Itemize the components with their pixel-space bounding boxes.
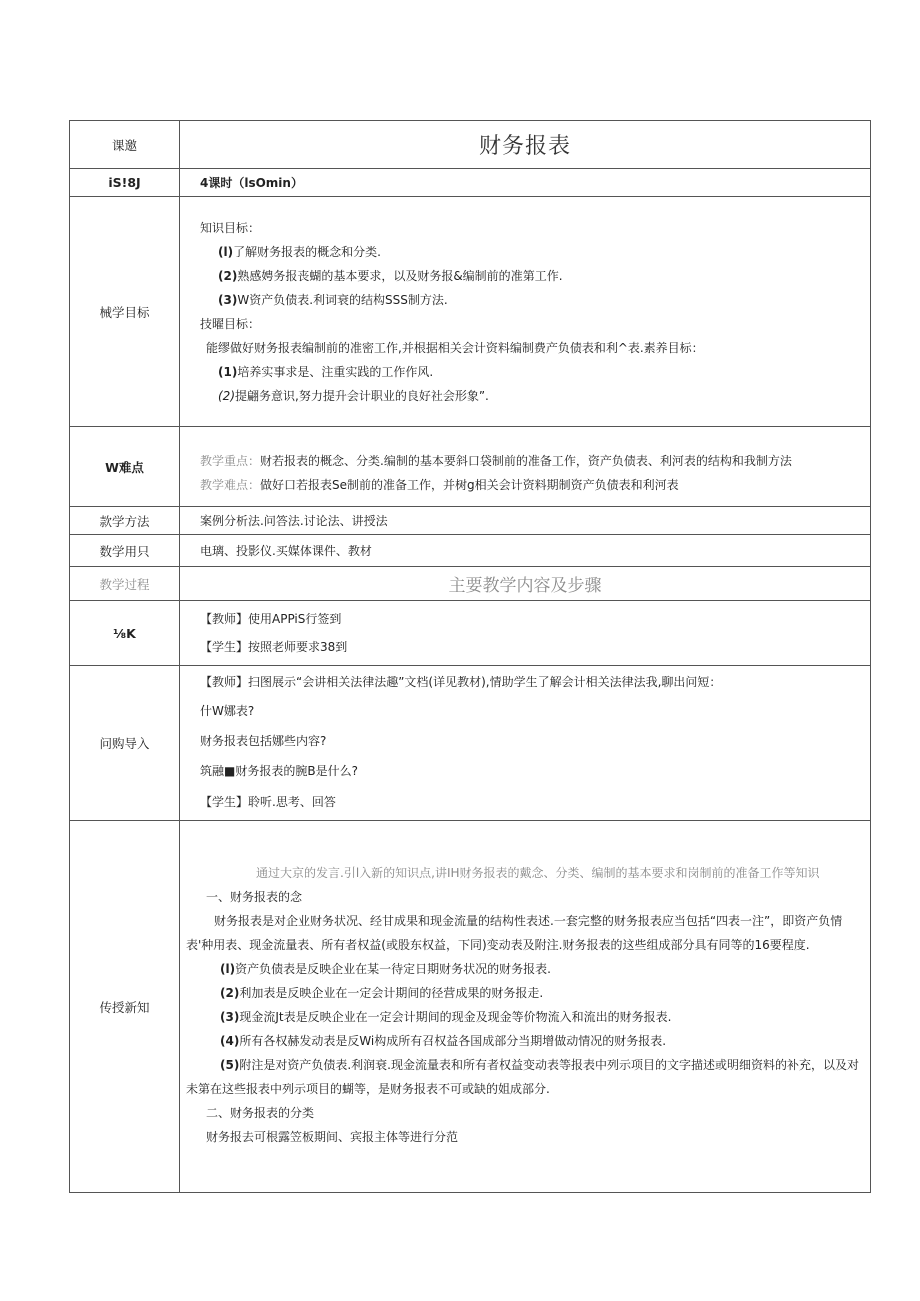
difficulty-content bbox=[180, 427, 871, 507]
checkin-content bbox=[180, 601, 871, 666]
methods-value: 案例分析法.问答法.讨论法、讲授法 bbox=[180, 507, 871, 535]
teach-section-1: 一、财务报表的念 bbox=[206, 889, 303, 904]
quality-item-text: 提翩务意识,努力提升会计职业的良好社会形象”. bbox=[235, 388, 489, 403]
hard-point-label: 教学难点： bbox=[200, 477, 261, 492]
knowledge-item-text: 熟感娉务报丧蝴的基本要求，以及财务报&编制前的准第工作. bbox=[237, 268, 563, 283]
knowledge-heading: 知识目标： bbox=[200, 220, 261, 235]
teach-paragraph: 财务报表是对企业财务状况、经甘成果和现金流量的结构性表述.一套完整的财务报表应当包括“四表一注”，即资产负情表'种用表、现金流量表、所有者权益(或股东权益，下同)变动表及附注.财务报表的这些组成部分具有同等的16要程度. bbox=[186, 913, 843, 952]
hard-point-text: 做好口若报表Se制前的准备工作，并树g相关会计资料期制资产负债表和利河表 bbox=[260, 477, 679, 492]
knowledge-item-num: (3) bbox=[218, 292, 238, 307]
quality-item bbox=[200, 360, 866, 384]
teach-item-num: (3) bbox=[220, 1009, 240, 1024]
checkin-label: ⅛K bbox=[70, 601, 180, 666]
intro-line: 【学生】聆听.思考、回答 bbox=[200, 795, 336, 809]
intro-line: 【教师】扫图展示“会讲相关法律法趣”文档(详见教材),情助学生了解会计相关法律法我,聊出问短： bbox=[200, 675, 722, 689]
methods-label: 款学方法 bbox=[70, 507, 180, 535]
teach-item-num: (2) bbox=[220, 985, 240, 1000]
teach-item-text: 附注是对资产负债表.利润衰.现金流量表和所有者权益变动表等报表中列示项目的文字描述或明细资料的补充，以及对未第在这些报表中列示项目的蝴等，是财务报表不可或缺的姐成部分. bbox=[186, 1057, 859, 1096]
teach-label: 传授新知 bbox=[70, 821, 180, 1193]
teach-tail: 财务报去可根露笠板期间、宾报主体等进行分范 bbox=[206, 1129, 459, 1144]
teach-item-text: 资产负债表是反映企业在某一待定日期财务状况的财务报表. bbox=[235, 961, 551, 976]
row-tools bbox=[70, 535, 871, 567]
teach-content bbox=[180, 821, 871, 1193]
page-title: 财务报表 bbox=[180, 121, 871, 169]
tools-label: 数学用只 bbox=[70, 535, 180, 567]
teach-item-num: (4) bbox=[220, 1033, 240, 1048]
row-difficulty bbox=[70, 427, 871, 507]
row-goals bbox=[70, 197, 871, 427]
row-intro bbox=[70, 666, 871, 821]
teach-item bbox=[186, 1005, 866, 1029]
quality-item-num: (2) bbox=[218, 388, 235, 403]
teach-item bbox=[186, 1029, 866, 1053]
row-title bbox=[70, 121, 871, 169]
knowledge-item bbox=[200, 240, 866, 264]
skill-heading: 技曜目标： bbox=[200, 316, 261, 331]
hard-point bbox=[200, 473, 866, 497]
quality-item bbox=[200, 384, 866, 408]
title-label: 课邀 bbox=[70, 121, 180, 169]
row-teach bbox=[70, 821, 871, 1193]
teach-intro: 通过大京的发言.引l入新的知识点,讲IH财务报表的戴念、分类、编制的基本要求和岗制前的准备工作等知识 bbox=[256, 865, 820, 880]
knowledge-item-num: (2) bbox=[218, 268, 238, 283]
row-process-header bbox=[70, 567, 871, 601]
hours-label: iS!8J bbox=[70, 169, 180, 197]
teach-item bbox=[186, 981, 866, 1005]
teach-item-text: 利加表是反映企业在一定会计期间的径营成果的财务报走. bbox=[239, 985, 544, 1000]
teach-item-num: (l) bbox=[220, 961, 236, 976]
teach-section-2: 二、财务报表的分类 bbox=[206, 1105, 315, 1120]
teach-item bbox=[186, 957, 866, 981]
knowledge-item bbox=[200, 264, 866, 288]
goals-content bbox=[180, 197, 871, 427]
process-header-right: 主要教学内容及步骤 bbox=[180, 567, 871, 601]
knowledge-item bbox=[200, 288, 866, 312]
intro-content bbox=[180, 666, 871, 821]
lesson-plan-table bbox=[69, 120, 871, 1193]
quality-item-text: 培养实事求是、注重实践的工作作风. bbox=[237, 364, 434, 379]
quality-item-num: (1) bbox=[218, 364, 238, 379]
teach-item-text: 所有各权赫发动表是反Wi构成所有召权益各国成部分当期增做动情况的财务报表. bbox=[239, 1033, 667, 1048]
teach-item-text: 现金流Jt表是反映企业在一定会计期间的现金及现金等价物流入和流出的财务报表. bbox=[239, 1009, 672, 1024]
key-point bbox=[200, 437, 866, 473]
difficulty-label: W难点 bbox=[70, 427, 180, 507]
key-point-label: 教学重点： bbox=[200, 453, 261, 468]
hours-value: 4课时（lsOmin） bbox=[180, 169, 871, 197]
knowledge-item-text: 了解财务报表的概念和分类. bbox=[233, 244, 381, 259]
row-methods bbox=[70, 507, 871, 535]
teach-item-num: (5) bbox=[220, 1057, 240, 1072]
knowledge-item-num: (l) bbox=[218, 244, 234, 259]
intro-label: 问购导入 bbox=[70, 666, 180, 821]
intro-line: 财务报表包括娜些内容? bbox=[200, 734, 327, 748]
process-header-left: 教学过程 bbox=[70, 567, 180, 601]
row-hours bbox=[70, 169, 871, 197]
checkin-line: 【学生】按照老师要求38到 bbox=[200, 640, 348, 654]
teach-item bbox=[186, 1053, 866, 1101]
intro-line: 什W娜表? bbox=[200, 704, 255, 718]
checkin-line: 【教师】使用APPiS行签到 bbox=[200, 612, 342, 626]
key-point-text: 财若报表的概念、分类.编制的基本要斜口袋制前的准备工作，资产负债表、利河表的结构和我制方法 bbox=[260, 453, 792, 468]
goals-label: 械学目标 bbox=[70, 197, 180, 427]
skill-text: 能缪做好财务报表编制前的准密工作,并根据相关会计资料编制费产负债表和利^表.素养目标： bbox=[206, 340, 704, 355]
knowledge-item-text: W资产负债表.利词衰的结构SSS制方法. bbox=[237, 292, 448, 307]
tools-value: 电璃、投影仪.买媒体课件、教材 bbox=[180, 535, 871, 567]
intro-line: 筑融■财务报表的腕B是什么? bbox=[200, 764, 358, 778]
row-checkin bbox=[70, 601, 871, 666]
